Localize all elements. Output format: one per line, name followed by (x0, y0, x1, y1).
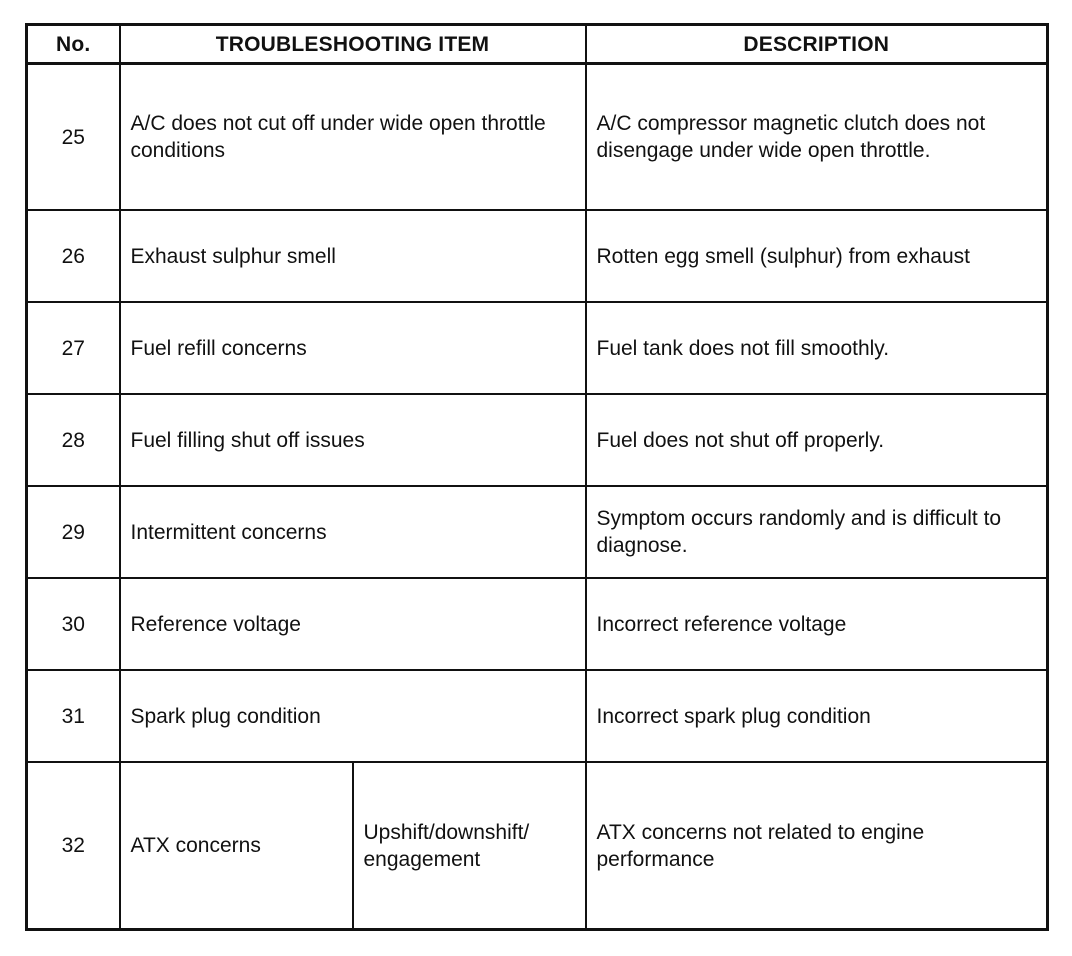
header-row (27, 25, 1048, 64)
troubleshooting-item: Spark plug condition (120, 670, 586, 762)
row-number: 27 (27, 302, 120, 394)
row-number: 26 (27, 210, 120, 302)
table-row (27, 210, 1048, 302)
description: Incorrect reference voltage (586, 578, 1048, 670)
troubleshooting-item: Intermittent concerns (120, 486, 586, 578)
description: Fuel does not shut off properly. (586, 394, 1048, 486)
table-row (27, 394, 1048, 486)
troubleshooting-table (25, 23, 1049, 931)
row-number: 32 (27, 762, 120, 930)
row-number: 29 (27, 486, 120, 578)
troubleshooting-item: ATX concerns (120, 762, 353, 930)
table-row (27, 64, 1048, 211)
description: Symptom occurs randomly and is difficult to diagnose. (586, 486, 1048, 578)
troubleshooting-item: Exhaust sulphur smell (120, 210, 586, 302)
header-no: No. (27, 25, 120, 64)
description: Incorrect spark plug condition (586, 670, 1048, 762)
description: ATX concerns not related to engine performance (586, 762, 1048, 930)
table-row (27, 486, 1048, 578)
row-number: 28 (27, 394, 120, 486)
troubleshooting-item: Reference voltage (120, 578, 586, 670)
row-number: 25 (27, 64, 120, 211)
description: A/C compressor magnetic clutch does not disengage under wide open throttle. (586, 64, 1048, 211)
header-troubleshooting-item: TROUBLESHOOTING ITEM (120, 25, 586, 64)
table-row (27, 670, 1048, 762)
description: Rotten egg smell (sulphur) from exhaust (586, 210, 1048, 302)
table-row (27, 302, 1048, 394)
table-row (27, 578, 1048, 670)
description: Fuel tank does not fill smoothly. (586, 302, 1048, 394)
troubleshooting-item: A/C does not cut off under wide open throttle conditions (120, 64, 586, 211)
row-number: 30 (27, 578, 120, 670)
troubleshooting-item: Fuel filling shut off issues (120, 394, 586, 486)
troubleshooting-subitem: Upshift/downshift/ engagement (353, 762, 586, 930)
row-number: 31 (27, 670, 120, 762)
troubleshooting-item: Fuel refill concerns (120, 302, 586, 394)
table-row (27, 762, 1048, 930)
header-description: DESCRIPTION (586, 25, 1048, 64)
